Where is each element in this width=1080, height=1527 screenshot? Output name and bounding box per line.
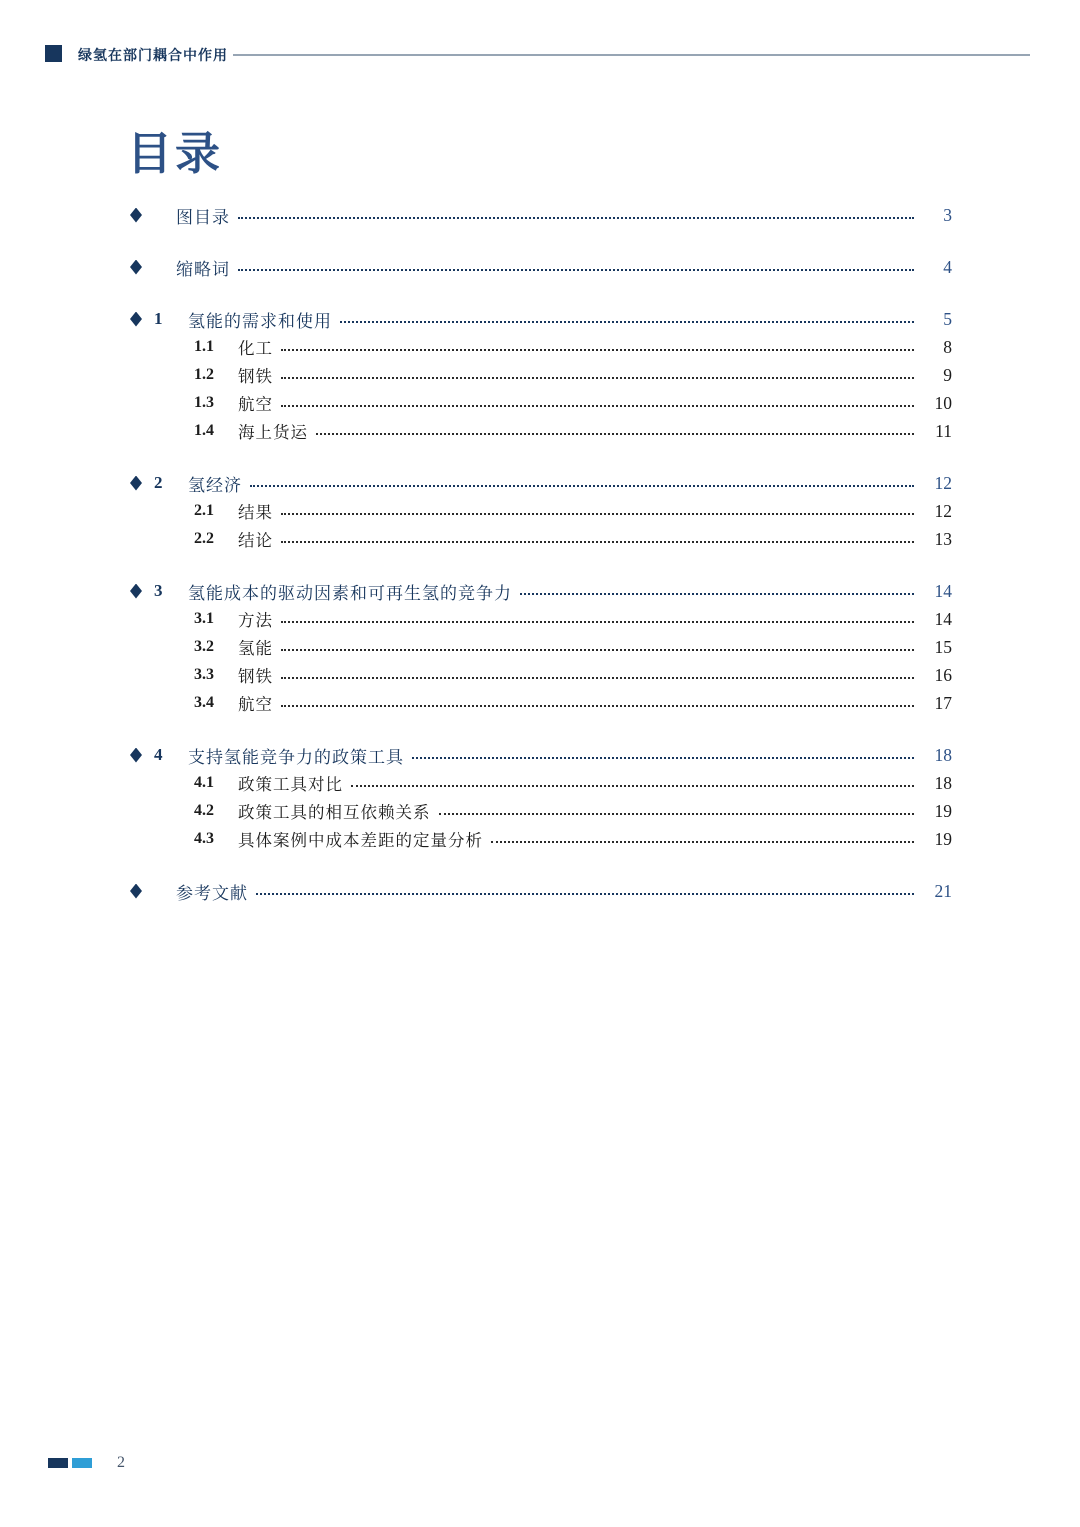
bullet-box	[130, 208, 154, 223]
toc-entry[interactable]	[130, 577, 952, 605]
toc-entry-page-number: 19	[934, 828, 952, 849]
toc-entry-label: 氢能的需求和使用	[188, 311, 332, 331]
toc-entry-label: 海上货运	[238, 423, 308, 442]
dotted-leader	[316, 433, 914, 435]
toc-entry-number: 3.2	[194, 638, 214, 655]
toc-entry-page-number: 14	[934, 580, 952, 601]
footer-square-light-icon	[72, 1458, 92, 1468]
toc-entry[interactable]	[130, 389, 952, 417]
dotted-leader	[412, 757, 914, 759]
toc-entry-number: 1.3	[194, 394, 214, 411]
toc-entry[interactable]	[130, 497, 952, 525]
header-square-icon	[45, 45, 62, 62]
toc-entry-label: 图目录	[176, 207, 230, 227]
toc-entry[interactable]	[130, 333, 952, 361]
dotted-leader	[281, 621, 914, 623]
toc-entry-label: 氢能成本的驱动因素和可再生氢的竞争力	[188, 583, 512, 603]
toc-entry-number: 4	[154, 745, 163, 764]
dotted-leader	[281, 405, 914, 407]
toc-entry-page-number: 17	[934, 692, 952, 713]
bullet-box	[130, 312, 154, 327]
dotted-leader	[281, 349, 914, 351]
toc-entry-page-number: 12	[934, 500, 952, 521]
toc-entry-page-number: 5	[943, 308, 952, 329]
toc-entry[interactable]	[130, 741, 952, 769]
toc-entry[interactable]	[130, 201, 952, 229]
toc-entry-number: 3.1	[194, 610, 214, 627]
toc-entry[interactable]	[130, 525, 952, 553]
bullet-box	[130, 476, 154, 491]
toc-entry-label: 缩略词	[176, 259, 230, 279]
dotted-leader	[238, 269, 914, 271]
diamond-bullet-icon	[130, 584, 142, 599]
page-header	[45, 44, 1032, 66]
toc-entry-number: 4.3	[194, 830, 214, 847]
toc-entry-label: 结论	[238, 531, 273, 550]
toc-entry[interactable]	[130, 633, 952, 661]
toc-entry[interactable]	[130, 605, 952, 633]
toc-entry[interactable]	[130, 769, 952, 797]
dotted-leader	[491, 841, 914, 843]
toc-entry-label: 氢能	[238, 639, 273, 658]
toc-entry-page-number: 3	[943, 204, 952, 225]
toc-entry-label: 参考文献	[176, 883, 248, 903]
diamond-bullet-icon	[130, 476, 142, 491]
bullet-box	[130, 260, 154, 275]
toc-entry-number: 2	[154, 473, 163, 492]
toc-entry[interactable]	[130, 305, 952, 333]
toc-entry-number: 1.1	[194, 338, 214, 355]
toc-entry-label: 方法	[238, 611, 273, 630]
toc-entry-page-number: 9	[943, 364, 952, 385]
diamond-bullet-icon	[130, 312, 142, 327]
toc-entry-page-number: 8	[943, 336, 952, 357]
toc-entry[interactable]	[130, 661, 952, 689]
dotted-leader	[256, 893, 914, 895]
toc-entry-number: 3.4	[194, 694, 214, 711]
toc-entry-label: 氢经济	[188, 475, 242, 495]
toc-entry[interactable]	[130, 877, 952, 905]
toc-entry-page-number: 10	[934, 392, 952, 413]
toc-entry-page-number: 14	[934, 608, 952, 629]
dotted-leader	[281, 541, 914, 543]
dotted-leader	[439, 813, 915, 815]
toc-entry-page-number: 4	[943, 256, 952, 277]
toc-list	[130, 201, 952, 905]
toc-entry[interactable]	[130, 361, 952, 389]
dotted-leader	[281, 705, 914, 707]
dotted-leader	[250, 485, 914, 487]
toc-entry-label: 钢铁	[238, 367, 273, 386]
toc-entry-label: 钢铁	[238, 667, 273, 686]
toc-entry-page-number: 21	[934, 880, 952, 901]
diamond-bullet-icon	[130, 260, 142, 275]
toc-entry-label: 具体案例中成本差距的定量分析	[238, 831, 483, 850]
toc-entry-page-number: 19	[934, 800, 952, 821]
toc-entry-number: 2.2	[194, 530, 214, 547]
dotted-leader	[238, 217, 914, 219]
dotted-leader	[340, 321, 914, 323]
toc-entry-label: 政策工具对比	[238, 775, 343, 794]
toc-entry-number: 4.2	[194, 802, 214, 819]
toc-entry-label: 化工	[238, 339, 273, 358]
dotted-leader	[351, 785, 914, 787]
bullet-box	[130, 884, 154, 899]
toc-entry-page-number: 16	[934, 664, 952, 685]
toc-entry-number: 4.1	[194, 774, 214, 791]
toc-entry-number: 1	[154, 309, 163, 328]
toc-entry-number: 1.4	[194, 422, 214, 439]
toc-entry[interactable]	[130, 825, 952, 853]
toc-entry-page-number: 15	[934, 636, 952, 657]
dotted-leader	[281, 649, 914, 651]
toc-entry-label: 结果	[238, 503, 273, 522]
toc-entry-label: 政策工具的相互依赖关系	[238, 803, 431, 822]
toc-entry-label: 航空	[238, 695, 273, 714]
dotted-leader	[281, 513, 914, 515]
header-rule	[233, 54, 1030, 56]
footer-square-dark-icon	[48, 1458, 68, 1468]
toc-entry[interactable]	[130, 417, 952, 445]
dotted-leader	[281, 377, 914, 379]
toc-page-title: 目录	[127, 128, 224, 179]
dotted-leader	[281, 677, 914, 679]
diamond-bullet-icon	[130, 884, 142, 899]
toc-entry-number: 1.2	[194, 366, 214, 383]
toc-entry-page-number: 12	[934, 472, 952, 493]
toc-entry-number: 3.3	[194, 666, 214, 683]
toc-entry[interactable]	[130, 253, 952, 281]
diamond-bullet-icon	[130, 748, 142, 763]
toc-entry-label: 航空	[238, 395, 273, 414]
toc-entry[interactable]	[130, 797, 952, 825]
header-document-title: 绿氢在部门耦合中作用	[78, 47, 228, 63]
bullet-box	[130, 584, 154, 599]
toc-entry-number: 2.1	[194, 502, 214, 519]
toc-entry-page-number: 11	[935, 420, 952, 441]
toc-entry[interactable]	[130, 689, 952, 717]
toc-entry-page-number: 13	[934, 528, 952, 549]
toc-entry-label: 支持氢能竞争力的政策工具	[188, 747, 404, 767]
toc-entry-number: 3	[154, 581, 163, 600]
dotted-leader	[520, 593, 914, 595]
toc-entry-page-number: 18	[934, 772, 952, 793]
footer-page-number: 2	[117, 1454, 125, 1471]
diamond-bullet-icon	[130, 208, 142, 223]
bullet-box	[130, 748, 154, 763]
toc-entry[interactable]	[130, 469, 952, 497]
page-footer	[48, 1455, 125, 1471]
toc-entry-page-number: 18	[934, 744, 952, 765]
